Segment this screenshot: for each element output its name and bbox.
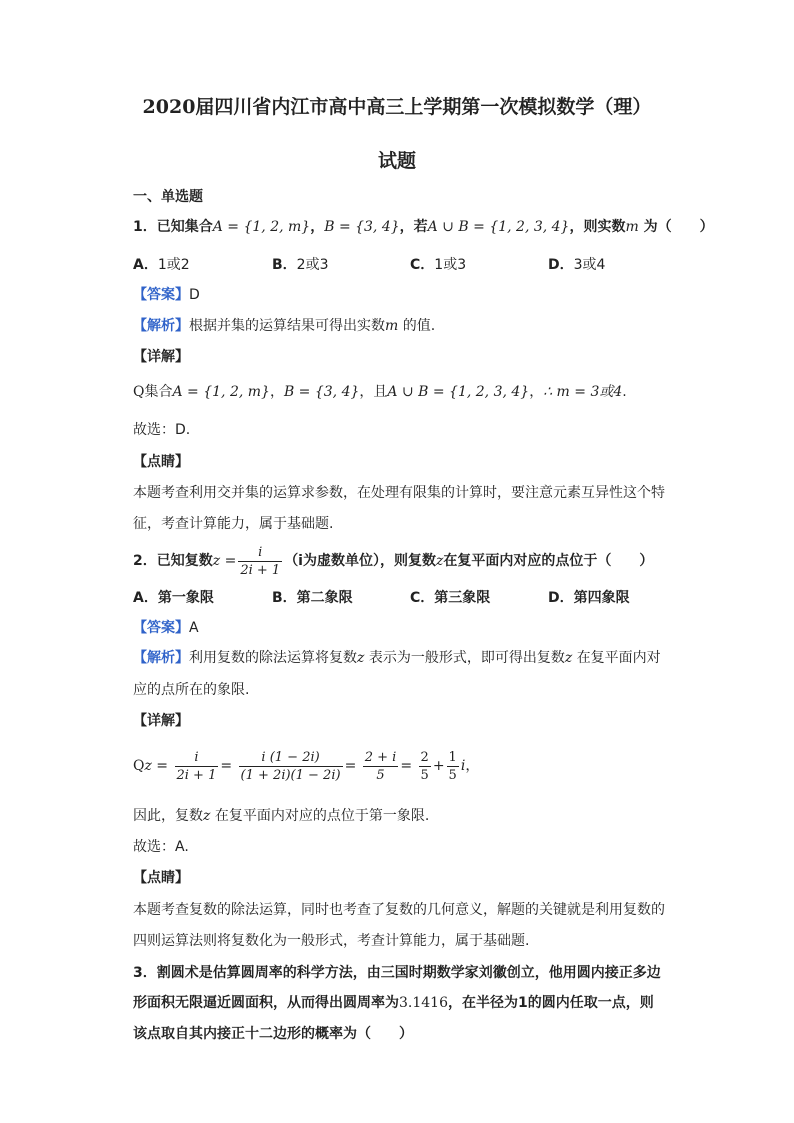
q2-comment-line1: 本题考查复数的除法运算，同时也考查了复数的几何意义，解题的关键就是利用复数的 [133,902,665,918]
document-title-line2: 试题 [377,150,416,172]
q2-answer: 【答案】A [133,620,199,636]
q2-analysis-line2: 应的点所在的象限. [133,682,250,698]
q1-comment-line1: 本题考查利用交并集的运算求参数，在处理有限集的计算时，要注意元素互异性这个特 [133,485,665,501]
q2-comment-heading: 【点睛】 [133,870,189,886]
q1-option-a: A．1或2 [133,257,190,273]
q1-set-b: B = {3, 4} [324,219,400,235]
q1-option-c: C．1或3 [410,257,467,273]
q2-result: 因此，复数z 在复平面内对应的点位于第一象限. [133,808,430,824]
q1-prefix: 1．已知集合 [133,219,213,235]
q1-ruo: ，若 [399,219,428,235]
q2-eq-frac1: $\frac{i}{2i + 1}$ [176,749,217,783]
q1-detail: Q集合A = {1, 2, m}，B = {3, 4}，且A ∪ B = {1, 2, 3, 4}，∴ m = 3或4. [133,384,627,400]
q1-option-d: D．3或4 [548,257,606,273]
q2-eq-frac5: $\frac{1}{5}$ [448,749,457,783]
q1-choose: 故选：D. [133,422,191,438]
q2-option-b: B．第二象限 [272,590,353,606]
q2-stem: 2．已知复数z = $\frac{i}{2i + 1}$ （i为虚数单位），则复数z在复平面内对应的点位于（ ） [133,544,654,578]
q1-stem [133,217,714,237]
q1-union: A ∪ B = {1, 2, 3, 4} [427,219,570,235]
q2-eq-frac4: $\frac{2}{5}$ [420,749,429,783]
q2-detail-heading: 【详解】 [133,713,189,729]
q2-fraction: $\frac{i}{2i + 1}$ [240,544,281,578]
q2-comment-line2: 四则运算法则将复数化为一般形式，考查计算能力，属于基础题. [133,933,530,949]
q1-analysis: 【解析】根据并集的运算结果可得出实数m 的值. [133,318,436,334]
q2-option-a: A．第一象限 [133,590,214,606]
q1-detail-heading: 【详解】 [133,349,189,365]
q2-option-c: C．第三象限 [410,590,491,606]
q2-eq-frac3: $\frac{2 + i}{5}$ [364,749,397,783]
q1-comma: ， [310,219,325,235]
q2-detail-equation: Qz = $\frac{i}{2i + 1}$ = $\frac{i (1 - 2i)}{(1 + 2i)(1 - 2i)}$ = $\frac{2 + i}{5}$ = $\frac{2}{5}$ + $\frac{1}{5}$ i， [133,749,480,783]
q1-option-b: B．2或3 [272,257,329,273]
section-heading: 一、单选题 [133,189,203,205]
q1-tail: 为（ ） [643,219,714,235]
q3-stem-line2: 形面积无限逼近圆面积，从而得出圆周率为3.1416，在半径为1的圆内任取一点，则 [133,995,654,1011]
q1-comment-heading: 【点睛】 [133,454,189,470]
q1-set-a: A = {1, 2, m} [212,219,311,235]
q1-answer: 【答案】D [133,287,200,303]
q1-comment-line2: 征，考查计算能力，属于基础题. [133,516,334,532]
q3-stem-line3: 该点取自其内接正十二边形的概率为（ ） [133,1026,413,1042]
q2-analysis-line1: 【解析】利用复数的除法运算将复数z 表示为一般形式，即可得出复数z 在复平面内对 [133,650,661,666]
q2-eq-frac2: $\frac{i (1 - 2i)}{(1 + 2i)(1 - 2i)}$ [240,749,341,783]
q2-choose: 故选：A. [133,839,189,855]
q3-stem-line1: 3．割圆术是估算圆周率的科学方法，由三国时期数学家刘徽创立，他用圆内接正多边 [133,965,661,981]
q1-var: m [625,219,639,235]
q1-suffix: ，则实数 [569,219,626,235]
document-title-line1: 2020届四川省内江市高中高三上学期第一次模拟数学（理） [142,96,652,118]
q2-option-d: D．第四象限 [548,590,630,606]
